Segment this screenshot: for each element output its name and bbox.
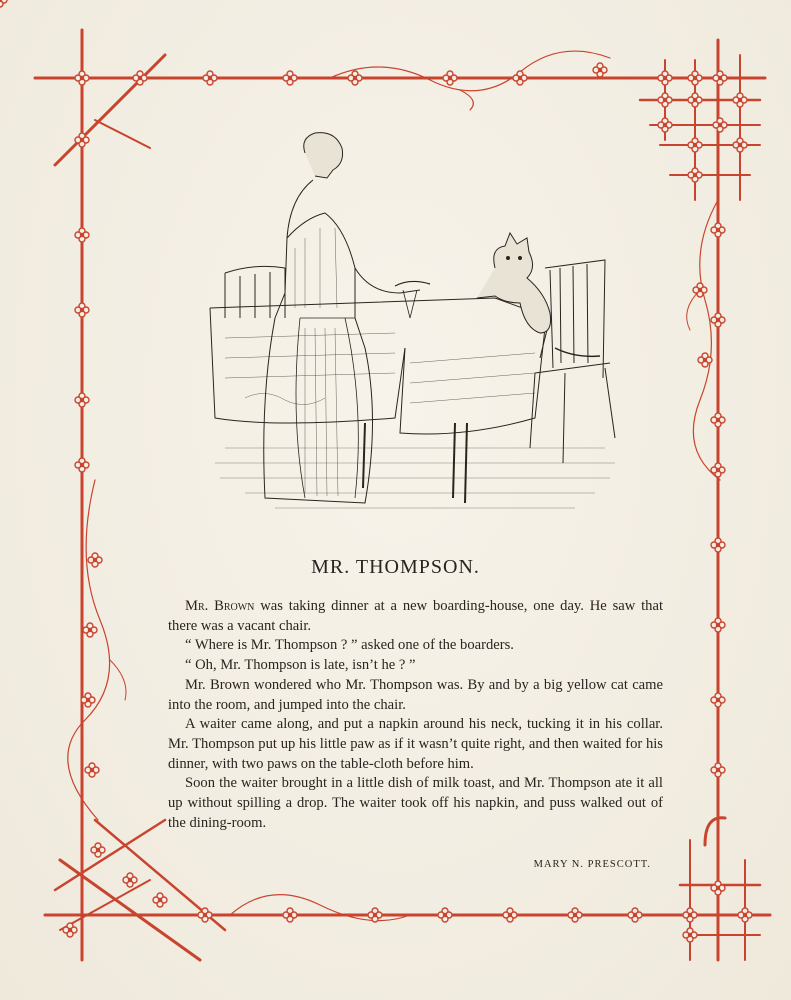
story-paragraph: Mr. Brown wondered who Mr. Thompson was. By and by a big yellow cat came into the room, and jumped into the chair. — [168, 676, 663, 713]
story-title: MR. THOMPSON. — [311, 556, 480, 578]
story-paragraph: Soon the waiter brought in a little dish of milk toast, and Mr. Thompson ate it all up without spilling a drop. The waiter took off his napkin, and puss walked out of the dining-room. — [168, 775, 663, 831]
author-credit: MARY N. PRESCOTT. — [533, 859, 651, 870]
story-paragraph: A waiter came along, and put a napkin around his neck, tucking it in his collar. Mr. Thompson put up his little paw as if it wasn’t quite right, and then waited for his dinner, with two paws on the table-cloth before him. — [168, 716, 663, 772]
story-lead: Mr. Brown — [185, 598, 255, 614]
story-paragraph: “ Oh, Mr. Thompson is late, isn’t he ? ” — [185, 657, 416, 674]
waitress-cat-illustration — [205, 118, 630, 538]
story-body — [168, 597, 663, 833]
story-paragraph: “ Where is Mr. Thompson ? ” asked one of the boarders. — [185, 637, 514, 654]
story-paragraph: Mr. Brown was taking dinner at a new boarding-house, one day. He saw that there was a vacant chair. — [168, 598, 664, 634]
